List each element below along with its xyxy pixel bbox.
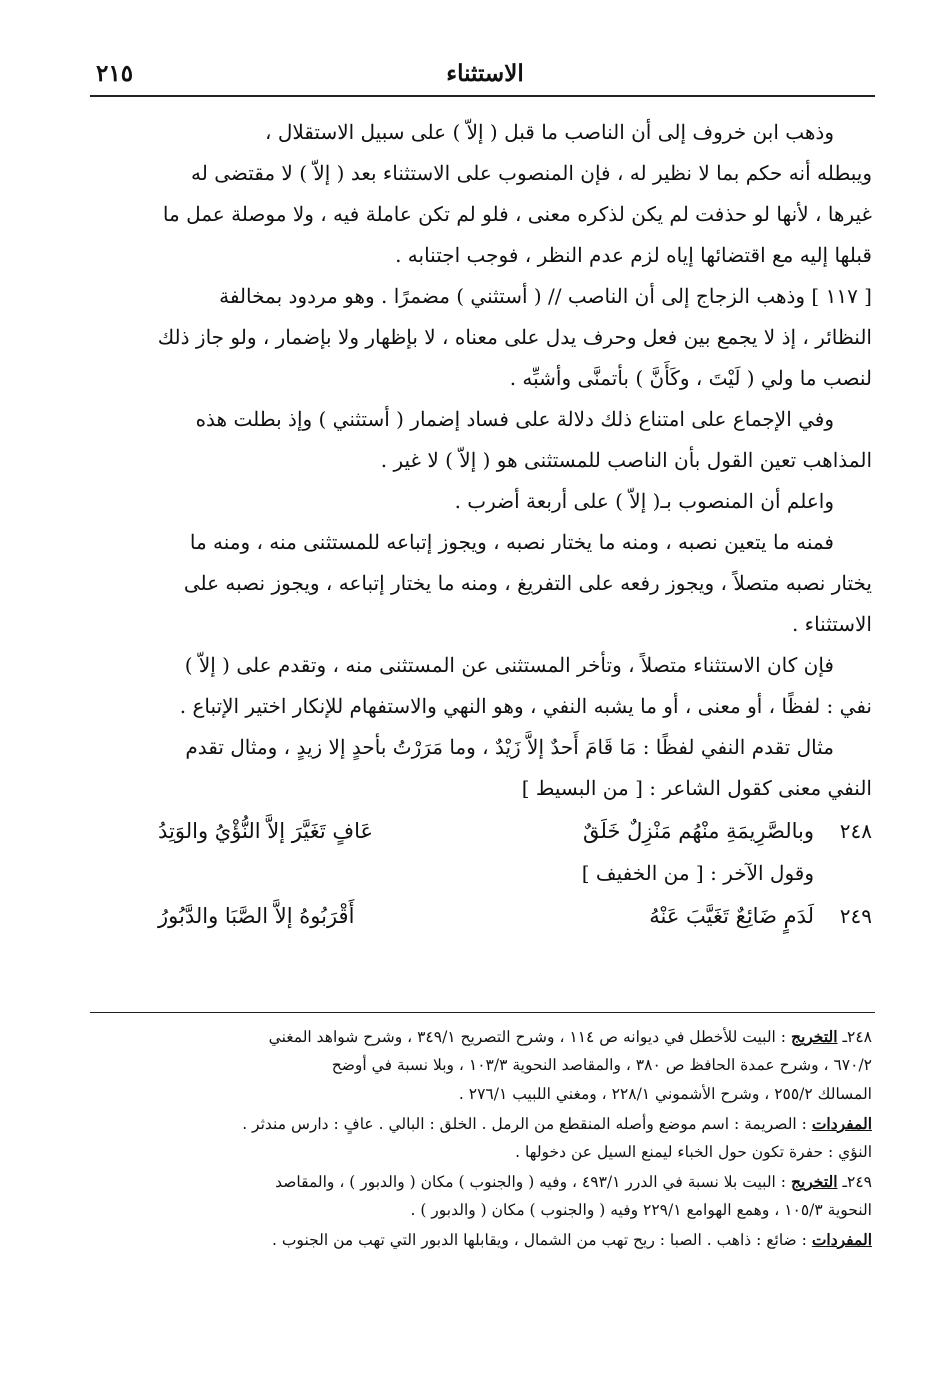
verse-number: ٢٤٩ [839,904,872,928]
verse-number: ٢٤٨ [839,819,872,843]
footnotes [90,1022,872,1254]
text-line: فمنه ما يتعين نصبه ، ومنه ما يختار نصبه ، ويجوز إتباعه للمستثنى منه ، ومنه ما [189,530,834,554]
header-rule [90,95,875,97]
footnote-text: النحوية ١٠٥/٣ ، وهمع الهوامع ٢٢٩/١ وفيه ( والجنوب ) مكان ( والدبور ) . [410,1201,872,1219]
mufradat-249-line [90,1225,872,1254]
footnote-249-line [90,1167,872,1196]
page-number: ٢١٥ [96,60,134,87]
text-line: يختار نصبه متصلاً ، ويجوز رفعه على التفريغ ، ومنه ما يختار إتباعه ، ويجوز نصبه على [183,571,872,595]
text-line: مثال تقدم النفي لفظًا : مَا قَامَ أَحدٌ إلاَّ زَيْدٌ ، وما مَرَرْتُ بأحدٍ إلا زيدٍ ، ومثال تقدم [185,735,834,759]
text-line: غيرها ، لأنها لو حذفت لم يكن لذكره معنى ، فلو لم تكن عاملة فيه ، ولا موصلة عمل ما [162,202,872,226]
verse-second-hemistich: أَقْرَبُوهُ إلاَّ الصَّبَا والدَّبُورُ [158,904,355,928]
text-line: ويبطله أنه حكم بما لا نظير له ، فإن المنصوب على الاستثناء بعد ( إلاّ ) لا مقتضى له [191,161,872,185]
footnote-number: ٢٤٩ـ [842,1173,872,1191]
text-line: نفي : لفظًا ، أو معنى ، أو ما يشبه النفي ، وهو النهي والاستفهام للإنكار اختير الإتباع . [179,694,872,718]
text-line: النفي معنى كقول الشاعر : [ من البسيط ] [521,776,872,800]
text-line: وفي الإجماع على امتناع ذلك دلالة على فساد إضمار ( أستثني ) وإذ بطلت هذه [195,407,834,431]
text-line: المذاهب تعين القول بأن الناصب للمستثنى هو ( إلاّ ) لا غير . [380,448,872,472]
text-line: وذهب ابن خروف إلى أن الناصب ما قبل ( إلاّ ) على سبيل الاستقلال ، [265,120,834,144]
page-header [90,58,880,96]
running-title: الاستثناء [446,60,524,87]
footnote-text: : الصريمة : اسم موضع وأصله المنقطع من الرمل . الخلق : البالي . عافٍ : دارس مندثر . [242,1115,807,1133]
mufradat-248-line [90,1109,872,1138]
footnote-rule [90,1012,875,1013]
footnote-text: المسالك ٢٥٥/٢ ، وشرح الأشموني ٢٢٨/١ ، ومغني اللبيب ٢٧٦/١ . [458,1085,872,1103]
footnote-248-line [90,1022,872,1051]
text-line: الاستثناء . [791,612,872,636]
verse-249 [90,894,872,938]
footnote-text: : البيت بلا نسبة في الدرر ٤٩٣/١ ، وفيه ( والجنوب ) مكان ( والدبور ) ، والمقاصد [275,1173,786,1191]
main-text [90,112,872,938]
text-line: النظائر ، إذ لا يجمع بين فعل وحرف يدل على معناه ، لا بإظهار ولا بإضمار ، ولو جاز ذلك [157,325,872,349]
verse-intro: وقول الآخر : [ من الخفيف ] [581,861,814,885]
footnote-text: ٦٧٠/٢ ، وشرح عمدة الحافظ ص ٣٨٠ ، والمقاصد النحوية ١٠٣/٣ ، وبلا نسبة في أوضح [331,1056,872,1074]
text-line: [ ١١٧ ] وذهب الزجاج إلى أن الناصب // ( أستثني ) مضمرًا . وهو مردود بمخالفة [219,284,872,308]
text-line: لنصب ما ولي ( لَيْتَ ، وكَأَنَّ ) بأتمنَّى وأشبِّه . [509,366,872,390]
text-line: واعلم أن المنصوب بـ( إلاّ ) على أربعة أضرب . [454,489,834,513]
footnote-text: النؤي : حفرة تكون حول الخباء ليمنع السيل عن دخولها . [515,1143,872,1161]
text-line: قبلها إليه مع اقتضائها إياه لزم عدم النظر ، فوجب اجتنابه . [395,243,872,267]
verse-248 [90,809,872,853]
footnote-number: ٢٤٨ـ [842,1028,872,1046]
footnote-text: : البيت للأخطل في ديوانه ص ١١٤ ، وشرح التصريح ٣٤٩/١ ، وشرح شواهد المغني [268,1028,786,1046]
mufradat-label: المفردات [811,1230,872,1249]
takhrij-label: التخريج [790,1027,838,1046]
text-line: فإن كان الاستثناء متصلاً ، وتأخر المستثنى عن المستثنى منه ، وتقدم على ( إلاّ ) [184,653,834,677]
verse-first-hemistich: وبالصَّرِيمَةِ منْهُم مَنْزِلٌ خَلَقٌ [583,819,814,843]
verse-first-hemistich: لَدَمٍ ضَائِعٌ تَغَيَّبَ عَنْهُ [649,904,814,928]
mufradat-label: المفردات [811,1114,872,1133]
takhrij-label: التخريج [790,1172,838,1191]
verse-second-hemistich: عَافٍ تَغَيَّرَ إلاَّ النُّؤْيُ والوَتِدُ [158,819,374,843]
footnote-text: : ضائع : ذاهب . الصبا : ريح تهب من الشمال ، ويقابلها الدبور التي تهب من الجنوب . [271,1231,807,1249]
